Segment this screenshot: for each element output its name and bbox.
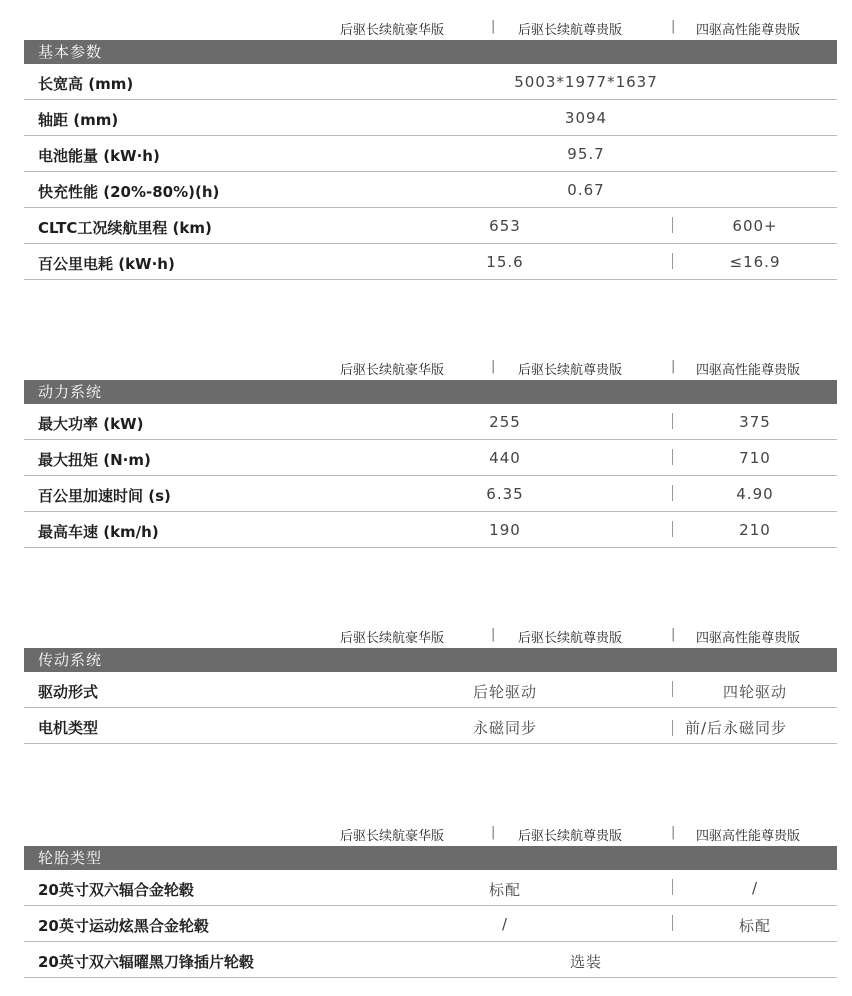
column-divider: | xyxy=(491,359,496,374)
column-header-rwd-long-range-luxury: 后驱长续航豪华版 xyxy=(340,829,445,844)
row-value-rwd: 440 xyxy=(489,449,521,467)
value-divider xyxy=(672,449,673,465)
row-label: 轴距 (mm) xyxy=(38,111,119,129)
column-header-rwd-long-range-premium: 后驱长续航尊贵版 xyxy=(518,631,623,646)
spec-section-drivetrain xyxy=(24,624,837,744)
row-value: 5003*1977*1637 xyxy=(514,73,658,91)
table-row xyxy=(24,708,837,744)
row-value-rwd: 后轮驱动 xyxy=(472,683,538,701)
row-value: 3094 xyxy=(564,109,608,127)
value-divider xyxy=(672,720,673,736)
row-value-awd: 标配 xyxy=(738,917,772,935)
column-divider: | xyxy=(671,825,676,840)
value-divider xyxy=(672,681,673,697)
column-header-awd-performance-premium: 四驱高性能尊贵版 xyxy=(696,363,801,378)
value-divider xyxy=(672,521,673,537)
row-label: 20英寸运动炫黑合金轮毂 xyxy=(38,917,209,935)
row-label: 长宽高 (mm) xyxy=(38,75,134,93)
spec-section-powertrain xyxy=(24,356,837,548)
column-divider: | xyxy=(671,627,676,642)
row-value: 选装 xyxy=(569,953,603,971)
row-label: 驱动形式 xyxy=(38,683,99,701)
column-header xyxy=(24,624,837,648)
column-header xyxy=(24,822,837,846)
column-header-rwd-long-range-luxury: 后驱长续航豪华版 xyxy=(340,23,445,38)
column-divider: | xyxy=(671,19,676,34)
spec-section-basic xyxy=(24,16,837,280)
row-value-awd: 四轮驱动 xyxy=(722,683,788,701)
column-header-awd-performance-premium: 四驱高性能尊贵版 xyxy=(696,631,801,646)
row-label: 电机类型 xyxy=(38,719,99,737)
column-divider: | xyxy=(491,19,496,34)
column-header-rwd-long-range-premium: 后驱长续航尊贵版 xyxy=(518,363,623,378)
row-value-rwd: 15.6 xyxy=(486,253,524,271)
column-header xyxy=(24,16,837,40)
column-header xyxy=(24,356,837,380)
row-value-awd: 4.90 xyxy=(736,485,774,503)
row-label: 快充性能 (20%-80%)(h) xyxy=(38,183,220,201)
row-value-awd-cell xyxy=(672,717,787,738)
row-value-awd: ≤16.9 xyxy=(729,253,781,271)
column-header-rwd-long-range-luxury: 后驱长续航豪华版 xyxy=(340,631,445,646)
table-row xyxy=(24,172,837,208)
row-label: 最大功率 (kW) xyxy=(38,415,144,433)
row-label: 电池能量 (kW·h) xyxy=(38,147,160,165)
row-label: 百公里电耗 (kW·h) xyxy=(38,255,175,273)
row-label: 最高车速 (km/h) xyxy=(38,523,159,541)
value-divider xyxy=(672,915,673,931)
column-divider: | xyxy=(491,825,496,840)
value-divider xyxy=(672,879,673,895)
table-row xyxy=(24,404,837,440)
row-value-awd: 600+ xyxy=(732,217,778,235)
row-label: CLTC工况续航里程 (km) xyxy=(38,219,212,237)
column-divider: | xyxy=(491,627,496,642)
row-label: 最大扭矩 (N·m) xyxy=(38,451,151,469)
row-value-awd: 375 xyxy=(739,413,771,431)
table-row xyxy=(24,136,837,172)
row-value-awd: 前/后永磁同步 xyxy=(685,719,788,737)
table-row xyxy=(24,64,837,100)
row-value-awd: / xyxy=(751,879,759,897)
row-value-rwd: 标配 xyxy=(488,881,522,899)
row-value-awd: 210 xyxy=(739,521,771,539)
column-header-awd-performance-premium: 四驱高性能尊贵版 xyxy=(696,23,801,38)
table-row xyxy=(24,512,837,548)
row-value-awd: 710 xyxy=(739,449,771,467)
table-row xyxy=(24,672,837,708)
section-title: 传动系统 xyxy=(24,648,837,672)
table-row xyxy=(24,244,837,280)
row-value: 0.67 xyxy=(567,181,605,199)
section-title: 动力系统 xyxy=(24,380,837,404)
column-header-rwd-long-range-luxury: 后驱长续航豪华版 xyxy=(340,363,445,378)
table-row xyxy=(24,476,837,512)
table-row xyxy=(24,100,837,136)
column-header-rwd-long-range-premium: 后驱长续航尊贵版 xyxy=(518,23,623,38)
row-value-rwd: 永磁同步 xyxy=(472,719,538,737)
row-value-rwd: 653 xyxy=(489,217,521,235)
row-value: 95.7 xyxy=(567,145,605,163)
table-row xyxy=(24,440,837,476)
row-label: 20英寸双六辐合金轮毂 xyxy=(38,881,194,899)
table-row xyxy=(24,208,837,244)
value-divider xyxy=(672,217,673,233)
value-divider xyxy=(672,413,673,429)
row-label: 20英寸双六辐曜黑刀锋插片轮毂 xyxy=(38,953,254,971)
section-title: 基本参数 xyxy=(24,40,837,64)
value-divider xyxy=(672,485,673,501)
row-value-rwd: 255 xyxy=(489,413,521,431)
spec-section-tires xyxy=(24,822,837,978)
section-title: 轮胎类型 xyxy=(24,846,837,870)
column-divider: | xyxy=(671,359,676,374)
column-header-rwd-long-range-premium: 后驱长续航尊贵版 xyxy=(518,829,623,844)
table-row xyxy=(24,942,837,978)
table-row xyxy=(24,870,837,906)
value-divider xyxy=(672,253,673,269)
row-value-rwd: / xyxy=(501,915,509,933)
column-header-awd-performance-premium: 四驱高性能尊贵版 xyxy=(696,829,801,844)
row-label: 百公里加速时间 (s) xyxy=(38,487,171,505)
table-row xyxy=(24,906,837,942)
row-value-rwd: 190 xyxy=(489,521,521,539)
row-value-rwd: 6.35 xyxy=(486,485,524,503)
